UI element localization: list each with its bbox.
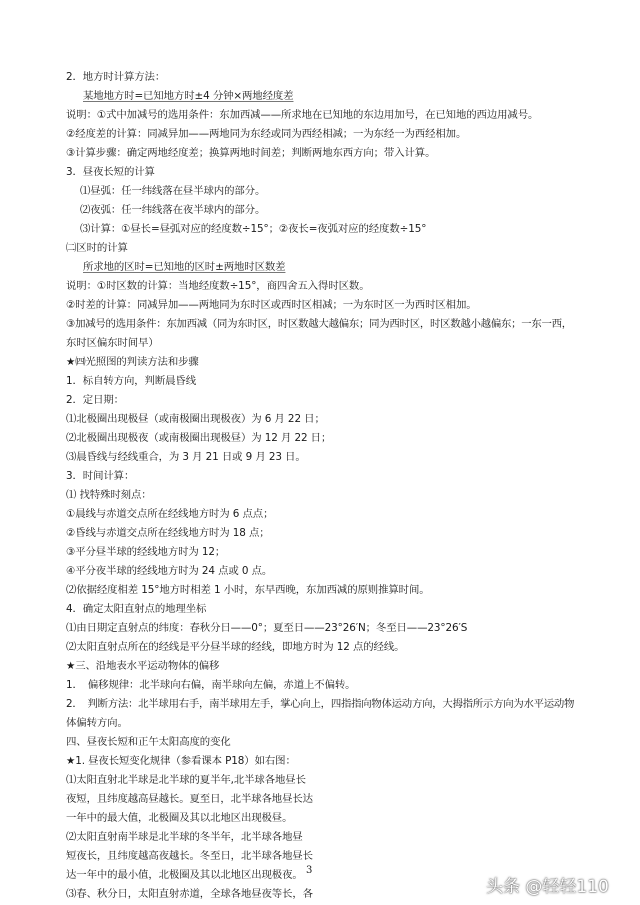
text-line: ⑵夜弧：任一纬线落在夜半球内的部分。: [80, 204, 266, 216]
heading-day-length-sun-height: 四、昼夜长短和正午太阳高度的变化: [66, 736, 231, 748]
text-line: ⑶计算：①昼长=昼弧对应的经度数÷15°；②夜长=夜弧对应的经度数÷15°: [80, 223, 427, 235]
text-line: ⑴ 找特殊时刻点：: [66, 489, 152, 501]
text-line: ⑴昼弧：任一纬线落在昼半球内的部分。: [80, 185, 266, 197]
text-line: ③计算步骤：确定两地经度差；换算两地时间差；判断两地东西方向；带入计算。: [66, 147, 436, 159]
text-line: 说明：①时区数的计算：当地经度数÷15°，商四舍五入得时区数。: [66, 280, 370, 292]
text-line: 说明：①式中加减号的选用条件：东加西减——所求地在已知地的东边用加号，在已知地的西边用减号。: [66, 109, 539, 121]
formula-local-time: 某地地方时=已知地方时±4 分钟×两地经度差: [83, 90, 294, 102]
text-line: 夜短，且纬度越高昼越长。夏至日，北半球各地昼长达: [66, 793, 313, 805]
text-line: 达一年中的最小值，北极圈及其以北地区出现极夜。: [66, 869, 303, 881]
text-line: ⑵太阳直射南半球是北半球的冬半年，北半球各地昼: [66, 831, 303, 843]
text-line: 体偏转方向。: [66, 717, 128, 729]
text-line: 4．确定太阳直射点的地理坐标: [66, 603, 207, 615]
text-line: ②昏线与赤道交点所在经线地方时为 18 点；: [66, 527, 270, 539]
text-line: 短夜长，且纬度越高夜越长。冬至日，北半球各地昼长: [66, 850, 313, 862]
text-line: ③加减号的选用条件：东加西减（同为东时区，时区数越大越偏东；同为西时区，时区数越小越偏东；一东一西，: [66, 318, 572, 330]
text-line: 2． 判断方法：北半球用右手，南半球用左手，掌心向上，四指指向物体运动方向，大拇指所示方向为水平运动物: [66, 698, 575, 710]
heading-zone-time: ㈡区时的计算: [66, 242, 128, 254]
text-line: ②经度差的计算：同减异加——两地同为东经或同为西经相减；一为东经一为西经相加。: [66, 128, 467, 140]
text-line: 3．时间计算：: [66, 470, 135, 482]
formula-zone-time: 所求地的区时=已知地的区时±两地时区数差: [83, 261, 286, 273]
watermark: 头条 @轻轻110: [486, 877, 609, 897]
text-line: ④平分夜半球的经线地方时为 24 点或 0 点。: [66, 565, 273, 577]
text-line: 1． 偏移规律：北半球向右偏，南半球向左偏，赤道上不偏转。: [66, 679, 356, 691]
text-line: ⑴由日期定直射点的纬度：春秋分日——0°；夏至日——23°26′N；冬至日——23°26′S: [66, 622, 468, 634]
text-line: ⑶春、秋分日，太阳直射赤道，全球各地昼夜等长，各: [66, 888, 313, 900]
text-line: ③平分昼半球的经线地方时为 12；: [66, 546, 226, 558]
text-line: ⑶晨昏线与经线重合，为 3 月 21 日或 9 月 23 日。: [66, 451, 306, 463]
text-line: 1．标自转方向，判断晨昏线: [66, 375, 196, 387]
text-line: 东时区偏东时间早）: [66, 337, 159, 349]
text-line: ①晨线与赤道交点所在经线地方时为 6 点点；: [66, 508, 274, 520]
text-line: 2．定日期：: [66, 394, 124, 406]
heading-local-time-method: 2．地方时计算方法：: [66, 71, 166, 83]
text-line: ★1. 昼夜长短变化规律（参看课本 P18）如右图：: [66, 755, 296, 767]
heading-deflection: ★三、沿地表水平运动物体的偏移: [66, 660, 220, 672]
text-line: ⑵北极圈出现极夜（或南极圈出现极昼）为 12 月 22 日；: [66, 432, 332, 444]
heading-illumination-map: ★㈣光照图的判读方法和步骤: [66, 356, 199, 368]
text-line: ⑵太阳直射点所在的经线是平分昼半球的经线，即地方时为 12 点的经线。: [66, 641, 405, 653]
text-line: ⑴太阳直射北半球是北半球的夏半年,北半球各地昼长: [66, 774, 306, 786]
page-number: 3: [306, 865, 313, 876]
text-line: ⑵依据经度相差 15°地方时相差 1 小时，东早西晚，东加西减的原则推算时间。: [66, 584, 430, 596]
heading-day-night-length: 3．昼夜长短的计算: [66, 166, 155, 178]
text-line: ②时差的计算：同减异加——两地同为东时区或西时区相减；一为东时区一为西时区相加。: [66, 299, 477, 311]
text-line: 一年中的最大值，北极圈及其以北地区出现极昼。: [66, 812, 293, 824]
text-line: ⑴北极圈出现极昼（或南极圈出现极夜）为 6 月 22 日；: [66, 413, 325, 425]
